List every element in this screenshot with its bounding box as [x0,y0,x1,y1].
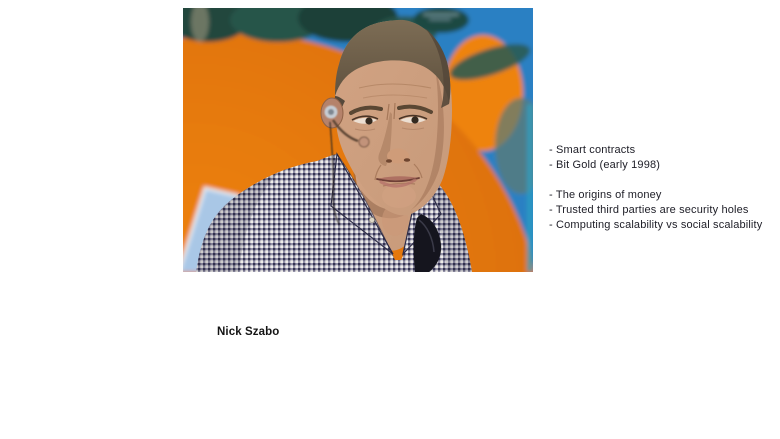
note-line: - The origins of money [549,189,662,201]
note-line: - Smart contracts [549,144,636,156]
speaker-photo [183,8,533,272]
note-line: - Trusted third parties are security holes [549,204,749,216]
speaker-name: Nick Szabo [217,326,280,338]
note-gap [549,173,762,188]
note-line: - Computing scalability vs social scalability [549,219,763,231]
edge-strip [527,104,533,272]
collar-button [369,217,374,222]
bullet-notes [549,143,762,233]
speaker-photo-art [183,8,533,272]
note-line: - Bit Gold (early 1998) [549,159,661,171]
